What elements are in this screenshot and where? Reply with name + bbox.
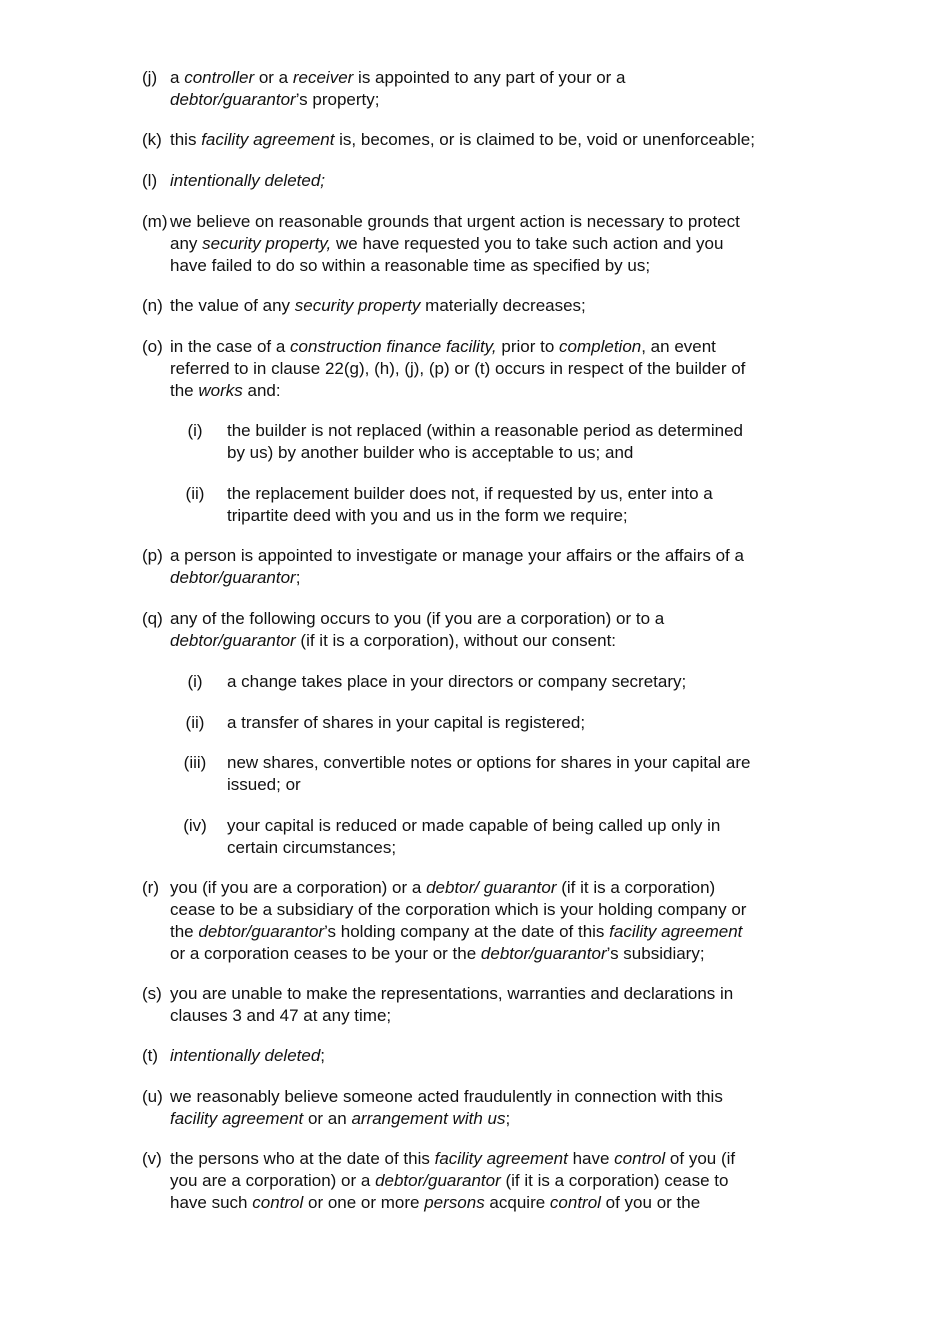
text-line	[227, 442, 850, 464]
text-line	[170, 1086, 842, 1108]
text-run: have	[567, 1149, 615, 1168]
text-run: ;	[320, 1046, 326, 1065]
text-line	[170, 1108, 842, 1130]
subclause-label: (iii)	[183, 753, 207, 772]
text-line	[170, 170, 842, 192]
text-run: any	[170, 234, 203, 253]
defined-term: debtor/ guarantor	[426, 878, 557, 897]
text-line	[170, 233, 842, 255]
text-run: a	[170, 68, 185, 87]
subclause-text	[170, 712, 850, 734]
text-run: the value of any	[170, 296, 295, 315]
clause-text	[142, 1148, 842, 1214]
subclause-o-i	[170, 420, 850, 464]
defined-term: completion	[559, 337, 642, 356]
text-line	[170, 1045, 842, 1067]
defined-term: facility agreement	[434, 1149, 568, 1168]
defined-term: facility agreement	[201, 130, 335, 149]
text-line	[170, 983, 842, 1005]
text-run: of you (if	[665, 1149, 736, 1168]
clause-o	[142, 336, 842, 402]
clause-text	[142, 1045, 842, 1067]
text-run: in the case of a	[170, 337, 291, 356]
text-line	[227, 483, 850, 505]
text-run: is, becomes, or is claimed to be, void or unenforceable;	[334, 130, 755, 149]
text-run: prior to	[496, 337, 560, 356]
text-run: , an event	[641, 337, 716, 356]
defined-term: debtor/guarantor	[170, 90, 296, 109]
text-line	[170, 1005, 842, 1027]
clause-text	[142, 336, 842, 402]
defined-term: control	[614, 1149, 666, 1168]
text-run: the	[170, 381, 199, 400]
text-line	[227, 837, 850, 859]
clause-label: (j)	[142, 68, 158, 87]
clause-text	[142, 877, 842, 965]
defined-term: arrangement with us	[351, 1109, 506, 1128]
clause-label: (r)	[142, 878, 159, 897]
text-run: and:	[242, 381, 281, 400]
text-run: the replacement builder does not, if requested by us, enter into a	[227, 484, 713, 503]
text-line	[170, 358, 842, 380]
defined-term: works	[198, 381, 243, 400]
text-run: or an	[303, 1109, 352, 1128]
defined-term: facility agreement	[609, 922, 743, 941]
text-line	[170, 545, 842, 567]
defined-term: controller	[184, 68, 255, 87]
clause-t	[142, 1045, 842, 1067]
defined-term: debtor/guarantor	[170, 568, 296, 587]
clause-r	[142, 877, 842, 965]
subclause-q-ii	[170, 712, 850, 734]
clause-label: (v)	[142, 1149, 162, 1168]
text-line	[170, 943, 842, 965]
defined-term: security property,	[202, 234, 332, 253]
defined-term: control	[549, 1193, 601, 1212]
text-line	[170, 336, 842, 358]
text-run: new shares, convertible notes or options for shares in your capital are	[227, 753, 751, 772]
text-run: is appointed to any part of your or a	[353, 68, 626, 87]
text-line	[227, 774, 850, 796]
clause-label: (n)	[142, 296, 163, 315]
text-run: this	[170, 130, 202, 149]
text-run: of you or the	[600, 1193, 701, 1212]
text-line	[170, 211, 842, 233]
defined-term: debtor/guarantor	[480, 944, 607, 963]
subclause-label: (i)	[187, 672, 203, 691]
text-run: certain circumstances;	[227, 838, 397, 857]
text-run: (if it is a corporation)	[556, 878, 716, 897]
text-run: you are a corporation) or a	[170, 1171, 376, 1190]
subclause-q-iv	[170, 815, 850, 859]
subclause-text	[170, 752, 850, 796]
defined-term: intentionally deleted	[170, 1046, 321, 1065]
subclause-label: (ii)	[185, 713, 205, 732]
text-line	[170, 1148, 842, 1170]
text-run: we have requested you to take such action and you	[331, 234, 724, 253]
text-line	[227, 712, 850, 734]
text-run: the persons who at the date of this	[170, 1149, 435, 1168]
clause-label: (p)	[142, 546, 163, 565]
clause-u	[142, 1086, 842, 1130]
text-line	[170, 877, 842, 899]
text-line	[170, 129, 842, 151]
text-line	[170, 67, 842, 89]
clause-text	[142, 211, 842, 277]
subclause-q-i	[170, 671, 850, 693]
text-line	[170, 921, 842, 943]
defined-term: intentionally deleted;	[170, 171, 326, 190]
clause-text	[142, 295, 842, 317]
text-run: cease to be a subsidiary of the corporation which is your holding company or	[170, 900, 747, 919]
text-run: or a	[254, 68, 293, 87]
text-run: ;	[505, 1109, 511, 1128]
clause-l	[142, 170, 842, 192]
text-run: you are unable to make the representations, warranties and declarations in	[170, 984, 734, 1003]
text-line	[227, 671, 850, 693]
text-run: by us) by another builder who is acceptable to us; and	[227, 443, 634, 462]
subclause-q-iii	[170, 752, 850, 796]
text-run: (if it is a corporation) cease to	[500, 1171, 729, 1190]
subclause-label: (i)	[187, 421, 203, 440]
clause-p	[142, 545, 842, 589]
clause-v	[142, 1148, 842, 1214]
text-run: any of the following occurs to you (if you are a corporation) or to a	[170, 609, 665, 628]
clause-label: (k)	[142, 130, 162, 149]
text-run: ;	[295, 568, 301, 587]
defined-term: debtor/guarantor	[170, 631, 296, 650]
text-run: the	[170, 922, 199, 941]
subclause-label: (ii)	[185, 484, 205, 503]
clause-label: (q)	[142, 609, 163, 628]
clause-label: (o)	[142, 337, 163, 356]
defined-term: control	[252, 1193, 304, 1212]
text-line	[170, 89, 842, 111]
text-run: ’s holding company at the date of this	[324, 922, 610, 941]
defined-term: persons	[424, 1193, 485, 1212]
clause-text	[142, 170, 842, 192]
subclause-text	[170, 483, 850, 527]
clause-m	[142, 211, 842, 277]
clause-k	[142, 129, 842, 151]
text-line	[170, 1192, 842, 1214]
text-run: clauses 3 and 47 at any time;	[170, 1006, 392, 1025]
clause-text	[142, 129, 842, 151]
defined-term: construction finance facility,	[290, 337, 497, 356]
text-run: we reasonably believe someone acted fraudulently in connection with this	[170, 1087, 723, 1106]
clause-text	[142, 545, 842, 589]
text-run: ’s subsidiary;	[606, 944, 705, 963]
clause-s	[142, 983, 842, 1027]
subclause-text	[170, 671, 850, 693]
text-run: a change takes place in your directors or company secretary;	[227, 672, 687, 691]
clause-label: (u)	[142, 1087, 163, 1106]
clause-label: (t)	[142, 1046, 159, 1065]
clause-label: (l)	[142, 171, 158, 190]
text-run: have failed to do so within a reasonable time as specified by us;	[170, 256, 651, 275]
text-line	[170, 608, 842, 630]
text-line	[170, 899, 842, 921]
text-run: or a corporation ceases to be your or the	[170, 944, 481, 963]
subclause-text	[170, 815, 850, 859]
clause-j	[142, 67, 842, 111]
text-run: a person is appointed to investigate or manage your affairs or the affairs of a	[170, 546, 744, 565]
defined-term: security property	[294, 296, 421, 315]
text-run: have such	[170, 1193, 253, 1212]
text-run: a transfer of shares in your capital is registered;	[227, 713, 586, 732]
text-line	[170, 255, 842, 277]
subclause-o-ii	[170, 483, 850, 527]
text-run: (if it is a corporation), without our consent:	[295, 631, 617, 650]
text-run: or one or more	[303, 1193, 425, 1212]
clause-n	[142, 295, 842, 317]
defined-term: debtor/guarantor	[198, 922, 325, 941]
subclause-label: (iv)	[183, 816, 207, 835]
text-line	[170, 380, 842, 402]
defined-term: receiver	[292, 68, 354, 87]
clause-text	[142, 67, 842, 111]
text-line	[170, 567, 842, 589]
clause-text	[142, 983, 842, 1027]
text-run: we believe on reasonable grounds that urgent action is necessary to protect	[170, 212, 740, 231]
subclause-text	[170, 420, 850, 464]
clause-text	[142, 1086, 842, 1130]
clause-text	[142, 608, 842, 652]
defined-term: debtor/guarantor	[375, 1171, 501, 1190]
text-run: acquire	[484, 1193, 550, 1212]
text-run: materially decreases;	[420, 296, 586, 315]
text-line	[227, 815, 850, 837]
text-line	[170, 1170, 842, 1192]
text-run: tripartite deed with you and us in the form we require;	[227, 506, 628, 525]
clause-label: (m)	[142, 212, 168, 231]
text-run: ’s property;	[295, 90, 380, 109]
text-line	[227, 752, 850, 774]
clause-q	[142, 608, 842, 652]
text-line	[227, 505, 850, 527]
text-line	[170, 295, 842, 317]
text-line	[170, 630, 842, 652]
defined-term: facility agreement	[170, 1109, 304, 1128]
text-run: issued; or	[227, 775, 301, 794]
text-line	[227, 420, 850, 442]
text-run: you (if you are a corporation) or a	[170, 878, 427, 897]
text-run: your capital is reduced or made capable of being called up only in	[227, 816, 721, 835]
text-run: referred to in clause 22(g), (h), (j), (p) or (t) occurs in respect of the builder of	[170, 359, 746, 378]
text-run: the builder is not replaced (within a reasonable period as determined	[227, 421, 743, 440]
clause-label: (s)	[142, 984, 162, 1003]
